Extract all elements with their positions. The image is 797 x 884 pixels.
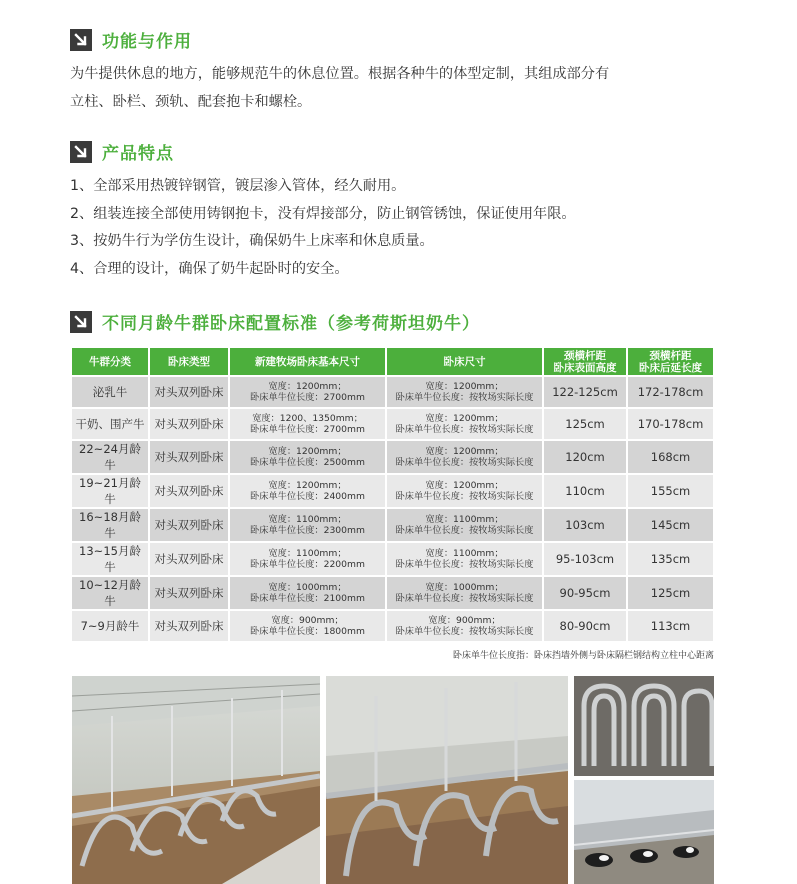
bed-size-cell: 宽度：1200mm； 卧床单牛位长度：按牧场实际长度 (387, 441, 542, 473)
bed-size-cell: 宽度：1200mm； 卧床单牛位长度：按牧场实际长度 (387, 377, 542, 407)
neck-rail-offset-cell: 125cm (628, 577, 713, 609)
neck-rail-offset-cell: 155cm (628, 475, 713, 507)
neck-rail-offset-cell: 168cm (628, 441, 713, 473)
cattle-group-cell: 7~9月龄牛 (72, 611, 148, 641)
table-row (72, 409, 713, 439)
bed-size-cell: 宽度：1100mm； 卧床单牛位长度：按牧场实际长度 (387, 543, 542, 575)
header-cell: 卧床尺寸 (387, 348, 542, 375)
cattle-group-cell: 10~12月龄牛 (72, 577, 148, 609)
paragraph-line: 立柱、卧栏、颈轨、配套抱卡和螺栓。 (70, 93, 312, 110)
neck-rail-offset-cell: 135cm (628, 543, 713, 575)
neck-rail-offset-cell: 170-178cm (628, 409, 713, 439)
new-farm-size-cell: 宽度：1000mm； 卧床单牛位长度：2100mm (230, 577, 385, 609)
cattle-group-cell: 干奶、围产牛 (72, 409, 148, 439)
stall-frames-closeup-photo (326, 676, 568, 884)
barn-stalls-photo (72, 676, 320, 884)
section-title: 产品特点 (102, 144, 174, 164)
cattle-group-cell: 22~24月龄牛 (72, 441, 148, 473)
new-farm-size-cell: 宽度：900mm； 卧床单牛位长度：1800mm (230, 611, 385, 641)
section-heading-standard (70, 309, 480, 334)
bed-size-cell: 宽度：1100mm； 卧床单牛位长度：按牧场实际长度 (387, 509, 542, 541)
new-farm-size-cell: 宽度：1200mm； 卧床单牛位长度：2500mm (230, 441, 385, 473)
neck-rail-height-cell: 120cm (544, 441, 626, 473)
bed-type-cell: 对头双列卧床 (150, 409, 228, 439)
bed-type-cell: 对头双列卧床 (150, 377, 228, 407)
bed-type-cell: 对头双列卧床 (150, 577, 228, 609)
neck-rail-height-cell: 95-103cm (544, 543, 626, 575)
table-row (72, 611, 713, 641)
bed-type-cell: 对头双列卧床 (150, 611, 228, 641)
table-footnote: 卧床单牛位长度指：卧床挡墙外侧与卧床隔栏钢结构立柱中心距离 (452, 651, 714, 661)
section-heading-features (70, 139, 174, 164)
bed-type-cell: 对头双列卧床 (150, 441, 228, 473)
feature-item: 3、按奶牛行为学仿生设计，确保奶牛上床率和休息质量。 (70, 233, 434, 249)
table-row (72, 475, 713, 507)
bed-size-cell: 宽度：1200mm； 卧床单牛位长度：按牧场实际长度 (387, 409, 542, 439)
feature-item: 1、全部采用热镀锌钢管，镀层渗入管体，经久耐用。 (70, 178, 406, 194)
cattle-group-cell: 19~21月龄牛 (72, 475, 148, 507)
header-cell: 颈横杆距 卧床后延长度 (628, 348, 713, 375)
new-farm-size-cell: 宽度：1200mm； 卧床单牛位长度：2400mm (230, 475, 385, 507)
arrow-down-right-icon (70, 29, 92, 51)
bed-size-cell: 宽度：900mm； 卧床单牛位长度：按牧场实际长度 (387, 611, 542, 641)
bed-type-cell: 对头双列卧床 (150, 543, 228, 575)
function-description (70, 61, 730, 116)
table-header-row (72, 348, 713, 375)
table-row (72, 577, 713, 609)
new-farm-size-cell: 宽度：1200mm； 卧床单牛位长度：2700mm (230, 377, 385, 407)
table-row (72, 543, 713, 575)
cattle-group-cell: 泌乳牛 (72, 377, 148, 407)
section-heading-function (70, 27, 192, 52)
barn-cows-photo (574, 780, 714, 884)
section-title: 功能与作用 (102, 32, 192, 52)
neck-rail-height-cell: 90-95cm (544, 577, 626, 609)
bed-type-cell: 对头双列卧床 (150, 509, 228, 541)
neck-rail-offset-cell: 172-178cm (628, 377, 713, 407)
table-row (72, 509, 713, 541)
cattle-group-cell: 16~18月龄牛 (72, 509, 148, 541)
cattle-group-cell: 13~15月龄牛 (72, 543, 148, 575)
section-title: 不同月龄牛群卧床配置标准（参考荷斯坦奶牛） (102, 314, 480, 334)
arrow-down-right-icon (70, 141, 92, 163)
neck-rail-offset-cell: 113cm (628, 611, 713, 641)
neck-rail-height-cell: 110cm (544, 475, 626, 507)
new-farm-size-cell: 宽度：1100mm； 卧床单牛位长度：2300mm (230, 509, 385, 541)
bed-type-cell: 对头双列卧床 (150, 475, 228, 507)
bed-size-cell: 宽度：1000mm； 卧床单牛位长度：按牧场实际长度 (387, 577, 542, 609)
neck-rail-offset-cell: 145cm (628, 509, 713, 541)
table-row (72, 441, 713, 473)
neck-rail-height-cell: 103cm (544, 509, 626, 541)
neck-rail-height-cell: 80-90cm (544, 611, 626, 641)
galvanized-pipes-photo (574, 676, 714, 776)
header-cell: 牛群分类 (72, 348, 148, 375)
config-standard-table (70, 346, 715, 643)
header-cell: 颈横杆距 卧床表面高度 (544, 348, 626, 375)
arrow-down-right-icon (70, 311, 92, 333)
header-cell: 卧床类型 (150, 348, 228, 375)
feature-item: 2、组装连接全部使用铸钢抱卡，没有焊接部分，防止钢管锈蚀，保证使用年限。 (70, 205, 576, 222)
bed-size-cell: 宽度：1200mm； 卧床单牛位长度：按牧场实际长度 (387, 475, 542, 507)
neck-rail-height-cell: 122-125cm (544, 377, 626, 407)
neck-rail-height-cell: 125cm (544, 409, 626, 439)
new-farm-size-cell: 宽度：1200、1350mm； 卧床单牛位长度：2700mm (230, 409, 385, 439)
paragraph-line: 为牛提供休息的地方，能够规范牛的休息位置。根据各种牛的体型定制，其组成部分有 (70, 66, 610, 82)
features-list (70, 173, 730, 283)
feature-item: 4、合理的设计，确保了奶牛起卧时的安全。 (70, 260, 349, 277)
table-row (72, 377, 713, 407)
new-farm-size-cell: 宽度：1100mm； 卧床单牛位长度：2200mm (230, 543, 385, 575)
header-cell: 新建牧场卧床基本尺寸 (230, 348, 385, 375)
